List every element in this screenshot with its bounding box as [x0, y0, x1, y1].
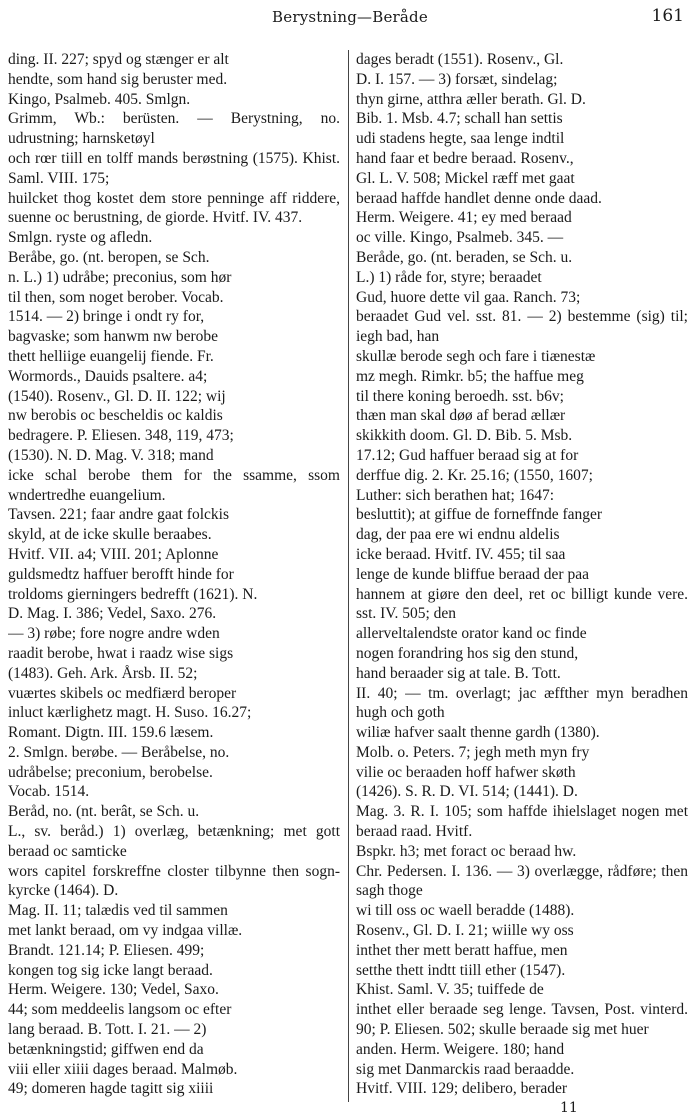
text-line: thæn man skal døø af berad ællær: [356, 407, 566, 425]
text-line: nw berobis oc bescheldis oc kaldis: [8, 407, 223, 425]
text-line: D. Mag. I. 386; Vedel, Saxo. 276.: [8, 605, 217, 623]
text-line: (1540). Rosenv., Gl. D. II. 122; wij: [8, 387, 226, 405]
text-line: och rœr tiill en tolff mands berøstning (1575). Khist. Saml. VIII. 175;: [8, 149, 340, 187]
text-line: dag, der paa ere wi endnu aldelis: [356, 526, 560, 544]
text-line: Chr. Pedersen. I. 136. — 3) overlægge, rådføre; then sagh thoge: [356, 862, 688, 900]
text-line: Beråd, no. (nt. berât, se Sch. u.: [8, 803, 200, 821]
text-line: udi stadens hegte, saa lenge indtil: [356, 130, 565, 148]
text-line: Tavsen. 221; faar andre gaat folckis: [8, 506, 229, 524]
text-line: met lankt beraad, om vy indgaa villæ.: [8, 922, 243, 940]
text-line: betænkningstid; giffwen end da: [8, 1040, 204, 1058]
text-line: setthe thett indtt tiill ether (1547).: [356, 961, 566, 979]
text-line: bedragere. P. Eliesen. 348, 119, 473;: [8, 427, 234, 445]
text-line: besluttit); at giffue de forneffnde fanger: [356, 506, 603, 524]
text-line: Khist. Saml. V. 35; tuiffede de: [356, 981, 544, 999]
text-line: Brandt. 121.14; P. Eliesen. 499;: [8, 941, 205, 959]
text-line: lang beraad. B. Tott. I. 21. — 2): [8, 1021, 207, 1039]
text-line: dages beradt (1551). Rosenv., Gl.: [356, 51, 564, 68]
text-line: derffue dig. 2. Kr. 25.16; (1550, 1607;: [356, 466, 593, 484]
text-line: Bib. 1. Msb. 4.7; schall han settis: [356, 110, 563, 128]
text-line: Hvitf. VIII. 129; delibero, berader: [356, 1080, 568, 1098]
text-line: (1530). N. D. Mag. V. 318; mand: [8, 446, 214, 464]
text-line: Rosenv., Gl. D. I. 21; wiille wy oss: [356, 922, 574, 940]
text-line: beraad haffde handlet denne onde daad.: [356, 189, 602, 207]
text-line: icke beraad. Hvitf. IV. 455; til saa: [356, 545, 566, 563]
text-line: Herm. Weigere. 130; Vedel, Saxo.: [8, 981, 219, 999]
text-line: Gl. L. V. 508; Mickel ræff met gaat: [356, 169, 575, 187]
right-column: [356, 50, 688, 1099]
text-line: Bspkr. h3; met foract oc beraad hw.: [356, 842, 577, 860]
text-line: 49; domeren hagde tagitt sig xiiii: [8, 1080, 214, 1098]
text-line: oc ville. Kingo, Psalmeb. 345. —: [356, 229, 564, 247]
text-line: Kingo, Psalmeb. 405. Smlgn.: [8, 90, 191, 108]
text-line: Molb. o. Peters. 7; jegh meth myn fry: [356, 743, 590, 761]
text-line: mz megh. Rimkr. b5; the haffue meg: [356, 367, 584, 385]
text-line: kongen tog sig icke langt beraad.: [8, 961, 213, 979]
text-line: beraadet Gud vel. sst. 81. — 2) bestemme (sig) til; iegh bad, han: [356, 308, 688, 346]
text-line: skyld, at de icke skulle beraabes.: [8, 526, 212, 544]
text-line: Mag. II. 11; talædis ved til sammen: [8, 902, 228, 920]
column-divider: [348, 50, 349, 1102]
text-line: thyn girne, atthra æller berath. Gl. D.: [356, 90, 586, 108]
signature-mark: 11: [560, 1100, 578, 1116]
text-line: nogen forandring hos sig den stund,: [356, 644, 579, 662]
text-line: vilie oc beraaden hoff hafwer skøth: [356, 763, 576, 781]
text-line: inthet eller beraade seg lenge. Tavsen, Post. vinterd. 90; P. Eliesen. 502; skulle beraade sig met huer: [356, 1001, 688, 1039]
text-line: L.) 1) råde for, styre; beraadet: [356, 268, 542, 286]
text-line: icke schal berobe them for the ssamme, ssom wndertredhe euangelium.: [8, 466, 340, 504]
text-line: 44; som meddeelis langsom oc efter: [8, 1001, 232, 1019]
page-number: 161: [651, 6, 684, 26]
text-line: huilcket thog kostet dem store penninge aff riddere, suenne oc berustning, de giorde. Hvitf. IV. 437.: [8, 189, 340, 227]
text-line: wiliæ hafver saalt thenne gardh (1380).: [356, 724, 600, 742]
text-line: 17.12; Gud haffuer beraad sig at for: [356, 446, 579, 464]
text-line: (1426). S. R. D. VI. 514; (1441). D.: [356, 783, 578, 801]
text-line: (1483). Geh. Ark. Årsb. II. 52;: [8, 664, 198, 682]
running-head: Berystning—Beråde: [272, 8, 428, 26]
text-line: raadit berobe, hwat i raadz wise sigs: [8, 644, 234, 662]
text-line: 2. Smlgn. berøbe. — Beråbelse, no.: [8, 743, 230, 761]
text-line: til there koning beroedh. sst. b6v;: [356, 387, 564, 405]
text-line: guldsmedtz haffuer berofft hinde for: [8, 565, 234, 583]
text-line: 1514. — 2) bringe i ondt ry for,: [8, 308, 205, 326]
text-line: hannem at giøre den deel, ret oc billigt kunde vere. sst. IV. 505; den: [356, 585, 688, 623]
text-line: Gud, huore dette vil gaa. Ranch. 73;: [356, 288, 581, 306]
text-line: Hvitf. VII. a4; VIII. 201; Aplonne: [8, 545, 219, 563]
text-line: inthet ther mett beratt haffue, men: [356, 941, 568, 959]
text-line: wors capitel forskreffne closter tilbynne then sogn-kyrcke (1464). D.: [8, 862, 340, 900]
text-line: Herm. Weigere. 41; ey med beraad: [356, 209, 572, 227]
left-column: [8, 50, 340, 1099]
text-line: n. L.) 1) udråbe; preconius, som hør: [8, 268, 232, 286]
text-line: allerveltalendste orator kand oc finde: [356, 625, 587, 643]
text-line: hand beraader sig at tale. B. Tott.: [356, 664, 561, 682]
text-line: II. 40; — tm. overlagt; jac æffther myn beradhen hugh och goth: [356, 684, 688, 722]
text-line: L., sv. beråd.) 1) overlæg, betænkning; met gott beraad oc samticke: [8, 823, 340, 860]
text-line: troldoms gierningers bedrefft (1621). N.: [8, 585, 258, 603]
text-line: Luther: sich berathen hat; 1647:: [356, 486, 554, 504]
text-line: D. I. 157. — 3) forsæt, sindelag;: [356, 70, 558, 88]
text-line: anden. Herm. Weigere. 180; hand: [356, 1040, 565, 1058]
page-header: [0, 0, 700, 34]
text-line: vuærtes skibels oc medfiærd beroper: [8, 684, 237, 702]
text-line: skikkith doom. Gl. D. Bib. 5. Msb.: [356, 427, 573, 445]
text-line: bagvaske; som hanwm nw berobe: [8, 328, 219, 346]
text-line: Grimm, Wb.: berüsten. — Berystning, no. udrustning; harnsketøyl: [8, 110, 340, 148]
text-line: lenge de kunde bliffue beraad der paa: [356, 565, 589, 583]
text-line: Mag. 3. R. I. 105; som haffde ihielslaget nogen met beraad raad. Hvitf.: [356, 803, 688, 841]
text-line: Smlgn. ryste og afledn.: [8, 229, 153, 247]
text-line: — 3) røbe; fore nogre andre wden: [8, 625, 220, 643]
text-line: thett helliige euangelij fiende. Fr.: [8, 347, 214, 365]
text-line: Vocab. 1514.: [8, 783, 90, 801]
text-line: Romant. Digtn. III. 159.6 læsem.: [8, 724, 214, 742]
text-line: hendte, som hand sig beruster med.: [8, 70, 228, 88]
text-line: viii eller xiiii dages beraad. Malmøb.: [8, 1060, 238, 1078]
text-line: Beråbe, go. (nt. beropen, se Sch.: [8, 248, 210, 266]
text-line: udråbelse; preconium, berobelse.: [8, 763, 213, 781]
text-line: Beråde, go. (nt. beraden, se Sch. u.: [356, 248, 573, 266]
text-line: sig met Danmarckis raad beraadde.: [356, 1060, 575, 1078]
text-line: Wormords., Dauids psaltere. a4;: [8, 367, 208, 385]
text-line: hand faar et bedre beraad. Rosenv.,: [356, 149, 574, 167]
text-line: inluct kærlighetz magt. H. Suso. 16.27;: [8, 704, 252, 722]
text-line: wi till oss oc waell beradde (1488).: [356, 902, 575, 920]
text-line: til then, som noget berober. Vocab.: [8, 288, 224, 306]
text-line: ding. II. 227; spyd og stænger er alt: [8, 51, 229, 68]
text-line: skullæ berode segh och fare i tiænestæ: [356, 347, 596, 365]
